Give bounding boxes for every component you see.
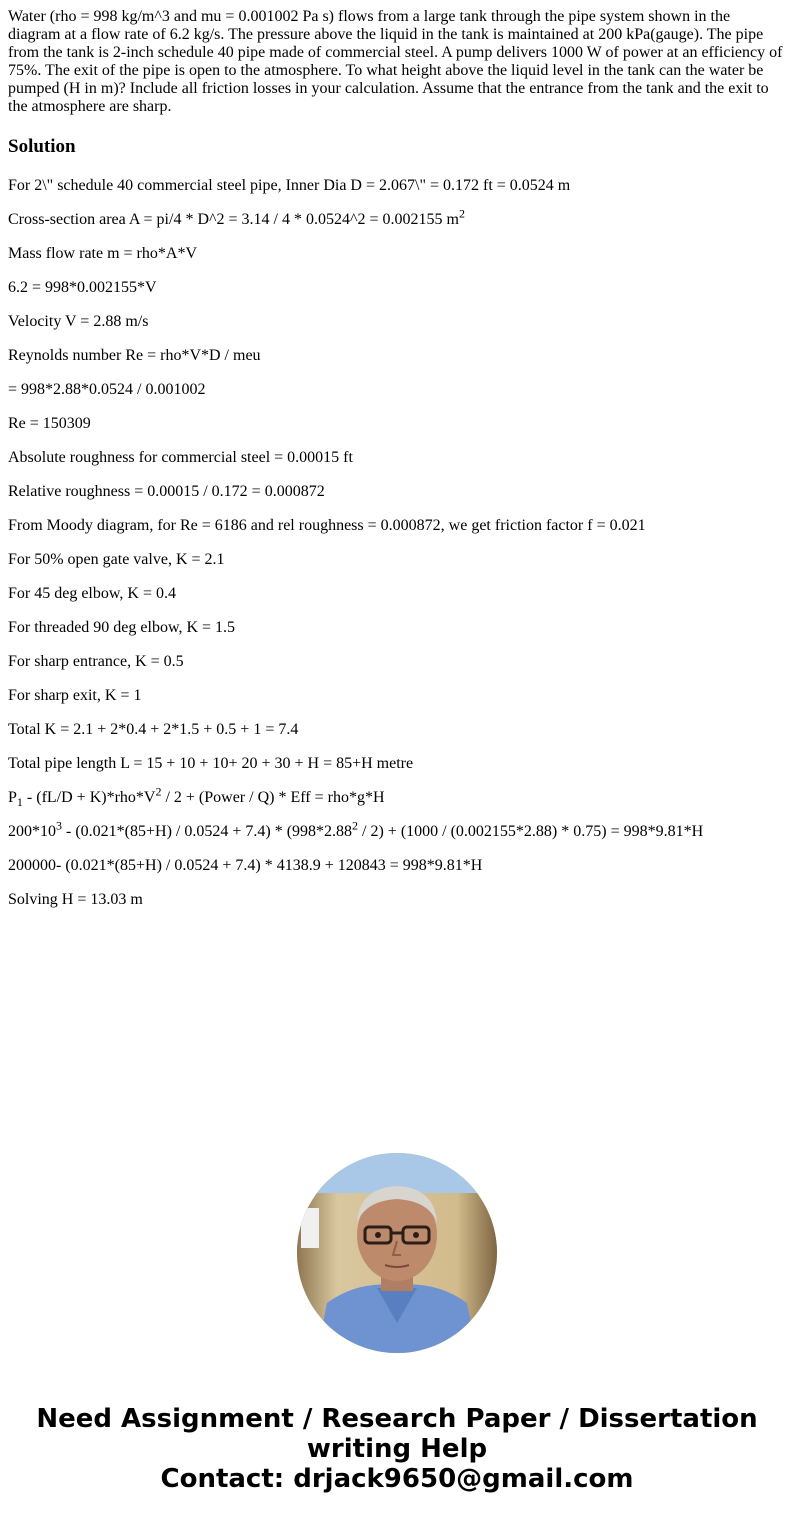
- solution-line: Absolute roughness for commercial steel = 0.00015 ft: [8, 449, 353, 466]
- promo-line: writing Help: [306, 1434, 488, 1464]
- author-photo: [297, 1153, 497, 1353]
- solution-text: 200*10: [8, 823, 56, 840]
- person-photo-icon: [297, 1153, 497, 1353]
- solution-line: [8, 784, 786, 810]
- solution-line: Total K = 2.1 + 2*0.4 + 2*1.5 + 0.5 + 1 = 7.4: [8, 721, 299, 738]
- superscript: 3: [56, 818, 62, 833]
- solution-text: P: [8, 789, 17, 806]
- superscript: 2: [155, 784, 162, 799]
- promo-line: Need Assignment / Research Paper / Dissertation: [36, 1404, 758, 1434]
- solution-line: Relative roughness = 0.00015 / 0.172 = 0.000872: [8, 483, 325, 500]
- solution-line: Velocity V = 2.88 m/s: [8, 313, 149, 330]
- solution-line: For 2\" schedule 40 commercial steel pipe, Inner Dia D = 2.067\" = 0.172 ft = 0.0524 m: [8, 177, 571, 194]
- superscript: 2: [352, 818, 359, 833]
- solution-text: / 2 + (Power / Q) * Eff = rho*g*H: [161, 789, 385, 806]
- subscript: 1: [16, 795, 23, 810]
- solution-line: For sharp entrance, K = 0.5: [8, 653, 184, 670]
- solution-line: For sharp exit, K = 1: [8, 687, 142, 704]
- superscript: 2: [458, 206, 465, 221]
- contact-line: Contact: drjack9650@gmail.com: [160, 1464, 634, 1494]
- promo-footer: [0, 1404, 794, 1494]
- solution-line: [8, 206, 786, 229]
- solution-line: Solving H = 13.03 m: [8, 891, 143, 908]
- solution-line: 200000- (0.021*(85+H) / 0.0524 + 7.4) * 4138.9 + 120843 = 998*9.81*H: [8, 857, 483, 874]
- solution-line: = 998*2.88*0.0524 / 0.001002: [8, 381, 206, 398]
- solution-line: For 50% open gate valve, K = 2.1: [8, 551, 225, 568]
- solution-line: Mass flow rate m = rho*A*V: [8, 245, 197, 262]
- solution-text: - (fL/D + K)*rho*V: [22, 789, 156, 806]
- solution-line: Total pipe length L = 15 + 10 + 10+ 20 + 30 + H = 85+H metre: [8, 755, 414, 772]
- solution-line: From Moody diagram, for Re = 6186 and rel roughness = 0.000872, we get friction factor f = 0.021: [8, 517, 646, 534]
- solution-line: [8, 818, 786, 841]
- solution-line: For 45 deg elbow, K = 0.4: [8, 585, 176, 602]
- solution-text: / 2) + (1000 / (0.002155*2.88) * 0.75) = 998*9.81*H: [358, 823, 704, 840]
- solution-line: 6.2 = 998*0.002155*V: [8, 279, 157, 296]
- solution-line: Re = 150309: [8, 415, 91, 432]
- solution-line: Reynolds number Re = rho*V*D / meu: [8, 347, 261, 364]
- solution-text: Cross-section area A = pi/4 * D^2 = 3.14 / 4 * 0.0524^2 = 0.002155 m: [8, 211, 459, 228]
- solution-heading: Solution: [8, 136, 76, 157]
- problem-statement: Water (rho = 998 kg/m^3 and mu = 0.001002 Pa s) flows from a large tank through the pipe system shown in the diagram at a flow rate of 6.2 kg/s. The pressure above the liquid in the tank is maintained at 200 kPa(gauge). The pipe from the tank is 2-inch schedule 40 pipe made of commercial steel. A pump delivers 1000 W of power at an efficiency of 75%. The exit of the pipe is open to the atmosphere. To what height above the liquid level in the tank can the water be pumped (H in m)? Include all friction losses in your calculation. Assume that the entrance from the tank and the exit to the atmosphere are sharp.: [8, 8, 783, 115]
- solution-text: - (0.021*(85+H) / 0.0524 + 7.4) * (998*2.88: [62, 823, 353, 840]
- solution-line: For threaded 90 deg elbow, K = 1.5: [8, 619, 236, 636]
